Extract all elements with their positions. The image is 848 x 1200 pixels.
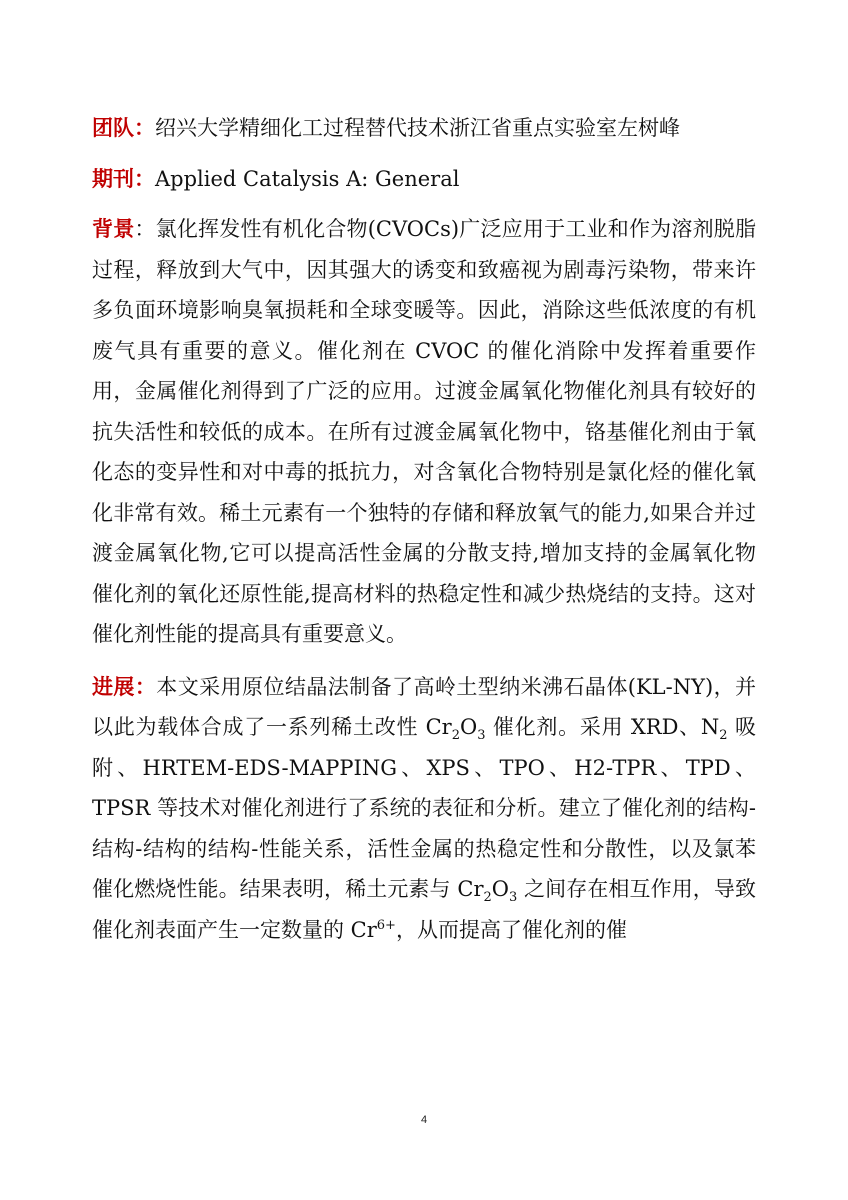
subscript-4: 2 [483, 890, 492, 906]
subscript-1: 2 [451, 728, 460, 744]
subscript-2: 3 [477, 728, 486, 744]
superscript-1: 6+ [376, 917, 396, 933]
progress-paragraph [92, 667, 756, 951]
progress-text-7: ，从而提高了催化剂的催 [395, 917, 627, 942]
page-number: 4 [420, 1114, 428, 1126]
journal-label: 期刊： [92, 165, 155, 191]
team-label: 团队： [92, 115, 155, 140]
subscript-5: 3 [509, 890, 518, 906]
journal-paragraph [92, 159, 756, 200]
journal-text: Applied Catalysis A: General [155, 166, 460, 191]
background-text: ：氯化挥发性有机化合物(CVOCs)广泛应用于工业和作为溶剂脱脂过程，释放到大气中，因其强大的诱变和致癌视为剧毒污染物，带来许多负面环境影响臭氧损耗和全球变暖等。因此，消除这些低浓度的有机废气具有重要的意义。催化剂在 CVOC 的催化消除中发挥着重要作用，金属催化剂得到了广泛的应用。过渡金属氧化物催化剂具有较好的抗失活性和较低的成本。在所有过渡金属氧化物中，铬基催化剂由于氧化态的变异性和对中毒的抵抗力，对含氧化合物特别是氯化烃的催化氧化非常有效。稀土元素有一个独特的存储和释放氧气的能力,如果合并过渡金属氧化物,它可以提高活性金属的分散支持,增加支持的金属氧化物催化剂的氧化还原性能,提高材料的热稳定性和减少热烧结的支持。这对催化剂性能的提高具有重要意义。 [92, 217, 756, 646]
team-paragraph [92, 108, 756, 149]
progress-text-4: 吸附、HRTEM-EDS-MAPPING、XPS、TPO、H2-TPR、TPD、TPSR 等技术对催化剂进行了系统的表征和分析。建立了催化剂的结构-结构-结构的结构-性能关系，活性金属的热稳定性和分散性，以及氯苯催化燃烧性能。结果表明，稀土元素与 Cr [92, 715, 756, 901]
progress-label: 进展： [92, 673, 157, 699]
team-text: 绍兴大学精细化工过程替代技术浙江省重点实验室左树峰 [155, 116, 680, 140]
background-paragraph [92, 209, 756, 655]
progress-text-5: O [491, 877, 509, 901]
progress-text-2: O [460, 715, 478, 739]
progress-text-6: 之间存在相互作用，导致催化剂表面产生一定数量的 Cr [92, 877, 756, 942]
subscript-3: 2 [719, 728, 728, 744]
progress-text-1: 本文采用原位结晶法制备了高岭土型纳米沸石晶体(KL-NY)，并以此为载体合成了一系列稀土改性 Cr [92, 674, 756, 739]
background-label: 背景 [92, 216, 135, 241]
document-body [92, 108, 756, 950]
progress-text-3: 催化剂。采用 XRD、N [485, 715, 720, 739]
